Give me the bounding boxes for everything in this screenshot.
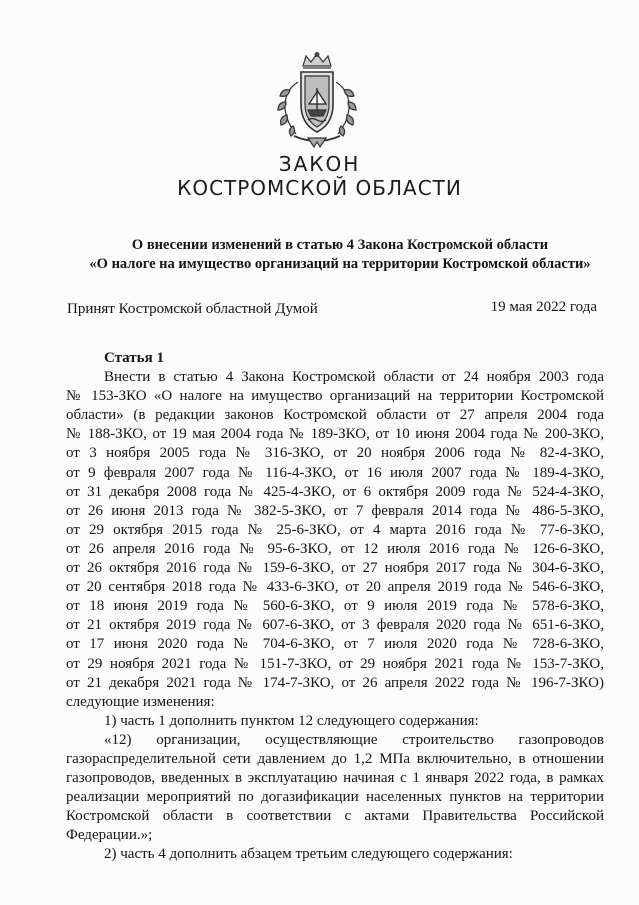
text-line: области» (в редакции законов Костромской области от 27 апреля 2004 года <box>66 407 604 424</box>
text-line: от 29 октября 2015 года № 25-6-ЗКО, от 4 марта 2016 года № 77-6-ЗКО, <box>66 521 604 538</box>
text-line: № 153-ЗКО «О налоге на имущество организаций на территории Костромской <box>66 388 604 405</box>
amendment-item-2: 2) часть 4 дополнить абзацем третьим следующего содержания: <box>104 846 513 863</box>
law-subtitle-line2: «О налоге на имущество организаций на территории Костромской области» <box>89 256 591 272</box>
article-heading: Статья 1 <box>104 350 164 366</box>
coat-of-arms-icon <box>268 52 366 148</box>
text-line: «12) организации, осуществляющие строительство газопроводов <box>104 731 604 748</box>
article-paragraph <box>66 368 604 712</box>
text-line: от 9 февраля 2007 года № 116-4-ЗКО, от 16 июля 2007 года № 189-4-ЗКО, <box>66 464 604 481</box>
article-body <box>66 349 604 865</box>
text-line: от 18 июня 2019 года № 560-6-ЗКО, от 9 июля 2019 года № 578-6-ЗКО, <box>66 598 604 615</box>
adopted-by: Принят Костромской областной Думой <box>67 301 318 317</box>
text-line: от 31 декабря 2008 года № 425-4-ЗКО, от 6 октября 2009 года № 524-4-ЗКО, <box>66 483 604 500</box>
text-line: от 20 сентября 2018 года № 433-6-ЗКО, от 20 апреля 2019 года № 546-6-ЗКО, <box>66 579 604 596</box>
text-line: от 17 июня 2020 года № 704-6-ЗКО, от 7 июля 2020 года № 728-6-ЗКО, <box>66 636 604 653</box>
amendment-item-1: 1) часть 1 дополнить пунктом 12 следующего содержания: <box>104 712 479 729</box>
text-line: Костромской области в соответствии с актами Правительства Российской <box>66 808 604 825</box>
amendment-quote <box>66 731 604 846</box>
text-line: Федерации.»; <box>66 827 153 844</box>
text-line: от 21 октября 2019 года № 607-6-ЗКО, от 3 февраля 2020 года № 651-6-ЗКО, <box>66 617 604 634</box>
text-line: Внести в статью 4 Закона Костромской области от 24 ноября 2003 года <box>104 369 604 386</box>
adoption-date: 19 мая 2022 года <box>490 299 597 315</box>
text-line: следующие изменения: <box>66 693 215 710</box>
law-title: ЗАКОН <box>278 152 361 176</box>
text-line: от 21 декабря 2021 года № 174-7-ЗКО, от 26 апреля 2022 года № 196-7-ЗКО) <box>66 674 604 691</box>
text-line: реализации мероприятий по догазификации населенных пунктов на территории <box>66 789 604 806</box>
law-subtitle-line1: О внесении изменений в статью 4 Закона Костромской области <box>131 237 549 253</box>
text-line: от 26 октября 2016 года № 159-6-ЗКО, от 27 ноября 2017 года № 304-6-ЗКО, <box>66 560 604 577</box>
text-line: от 29 ноября 2021 года № 151-7-ЗКО, от 29 ноября 2021 года № 153-7-ЗКО, <box>66 655 604 672</box>
text-line: от 3 ноября 2005 года № 316-ЗКО, от 20 ноября 2006 года № 82-4-ЗКО, <box>66 445 604 462</box>
text-line: газопроводов, введенных в эксплуатацию начиная с 1 января 2022 года, в рамках <box>66 770 604 787</box>
law-region-title: КОСТРОМСКОЙ ОБЛАСТИ <box>177 176 462 200</box>
text-line: газораспределительной сети давлением до 1,2 МПа включительно, в отношении <box>66 750 604 767</box>
text-line: № 188-ЗКО, от 19 мая 2004 года № 189-ЗКО, от 10 июня 2004 года № 200-ЗКО, <box>66 426 604 443</box>
text-line: от 26 апреля 2016 года № 95-6-ЗКО, от 12 июля 2016 года № 126-6-ЗКО, <box>66 540 604 557</box>
text-line: от 26 июня 2013 года № 382-5-ЗКО, от 7 февраля 2014 года № 486-5-ЗКО, <box>66 502 604 519</box>
